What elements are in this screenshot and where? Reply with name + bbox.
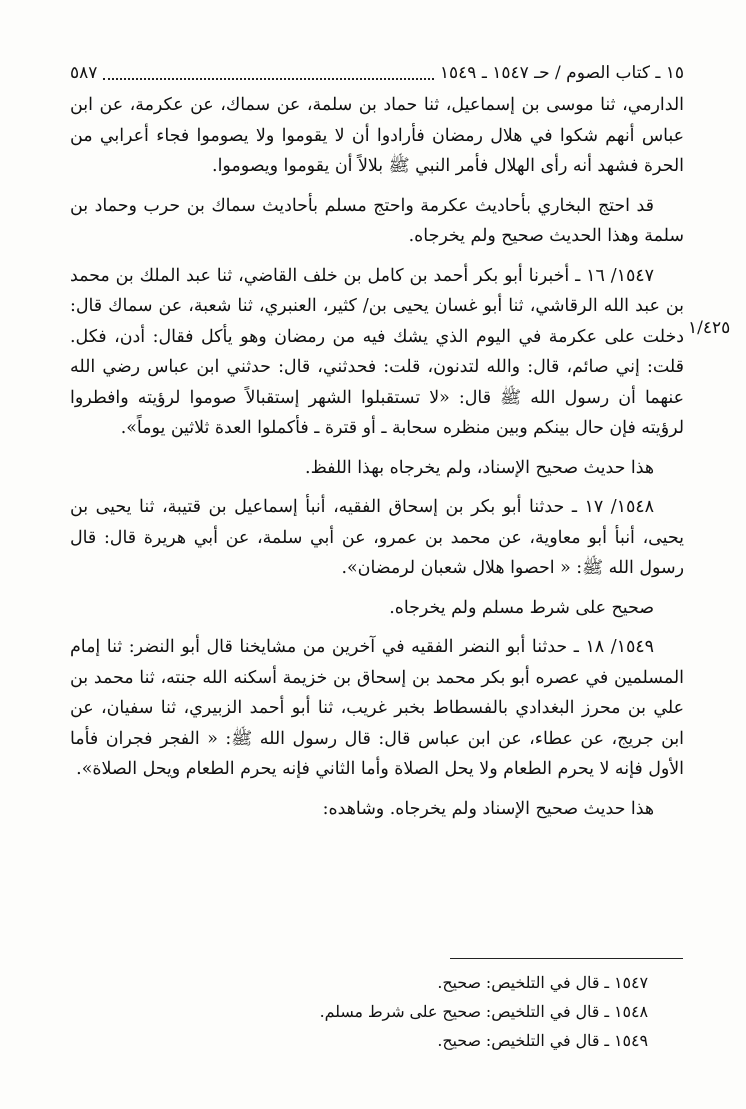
paragraph-commentary-2: هذا حديث صحيح الإسناد، ولم يخرجاه بهذا اللفظ. (305, 457, 654, 478)
hadith-1547: ١٥٤٧/ ١٦ ـ أخبرنا أبو بكر أحمد بن كامل بن خلف القاضي، ثنا عبد الملك بن محمد بن عبد الله الرقاشي، ثنا أبو غسان يحيى بن/ كثير، العنبري، ثنا شعبة، عن سماك قال: دخلت على عكرمة في اليوم الذي يشك فيه من رمضان وهو يأكل فقال: أدن، فكل. قلت: إني صائم، قال: والله لتدنون، قلت: فحدثني، قال: حدثني ابن عباس رضي الله عنهما أن رسول الله ﷺ قال: «لا تستقبلوا الشهر إستقبالاً صوموا لرؤيته وافطروا لرؤيته فإن حال بينكم وبين منظره سحابة ـ أو قترة ـ فأكملوا العدة ثلاثين يوماً». (70, 265, 684, 438)
hadith-1549: ١٥٤٩/ ١٨ ـ حدثنا أبو النضر الفقيه في آخرين من مشايخنا قال أبو النضر: ثنا إمام المسلمين في عصره أبو بكر محمد بن إسحاق بن خزيمة أسكنه الله جنته، ثنا محمد بن علي بن محرز البغدادي بالفسطاط بخبر غريب، ثنا أبو أحمد الزبيري، ثنا سفيان، عن ابن جريج، عن عطاء، عن ابن عباس قال: قال رسول الله ﷺ: « الفجر فجران فأما الأول فإنه لا يحرم الطعام ولا يحل الصلاة وأما الثاني فإنه يحرم الطعام ويحل الصلاة». (70, 637, 684, 779)
running-header (70, 56, 684, 90)
footnotes (70, 968, 684, 1055)
paragraph-commentary-1: قد احتج البخاري بأحاديث عكرمة واحتج مسلم بأحاديث سماك بن حرب وحماد بن سلمة وهذا الحديث صحيح ولم يخرجاه. (70, 195, 684, 246)
paragraph-commentary-4: هذا حديث صحيح الإسناد ولم يخرجاه. وشاهده: (322, 798, 654, 819)
paragraph-continuation: الدارمي، ثنا موسى بن إسماعيل، ثنا حماد بن سلمة، عن سماك، عن عكرمة، عن ابن عباس أنهم شكوا في هلال رمضان فأرادوا أن لا يقوموا ولا يصوموا فجاء أعرابي من الحرة فشهد أنه رأى الهلال فأمر النبي ﷺ بلالاً أن يقوموا ويصوموا. (70, 95, 684, 176)
margin-reference: ١/٤٢٥ (688, 318, 731, 338)
paragraph-commentary-3: صحيح على شرط مسلم ولم يخرجاه. (389, 597, 654, 618)
footnote-separator (450, 958, 683, 959)
footnote-1548: ١٥٤٨ ـ قال في التلخيص: صحيح على شرط مسلم. (319, 1002, 648, 1021)
footnote-1549: ١٥٤٩ ـ قال في التلخيص: صحيح. (437, 1031, 648, 1050)
page-number: ٥٨٧ (70, 63, 98, 83)
header-dotted-leader (103, 66, 433, 80)
main-text (70, 90, 684, 833)
footnote-1547: ١٥٤٧ ـ قال في التلخيص: صحيح. (437, 973, 648, 992)
hadith-1548: ١٥٤٨/ ١٧ ـ حدثنا أبو بكر بن إسحاق الفقيه، أنبأ إسماعيل بن قتيبة، ثنا يحيى بن يحيى، أنبأ أبو معاوية، عن محمد بن عمرو، عن أبي سلمة، عن أبي هريرة قال: قال رسول الله ﷺ: « احصوا هلال شعبان لرمضان». (70, 497, 684, 578)
running-title: ١٥ ـ كتاب الصوم / حـ ١٥٤٧ ـ ١٥٤٩ (439, 63, 684, 83)
